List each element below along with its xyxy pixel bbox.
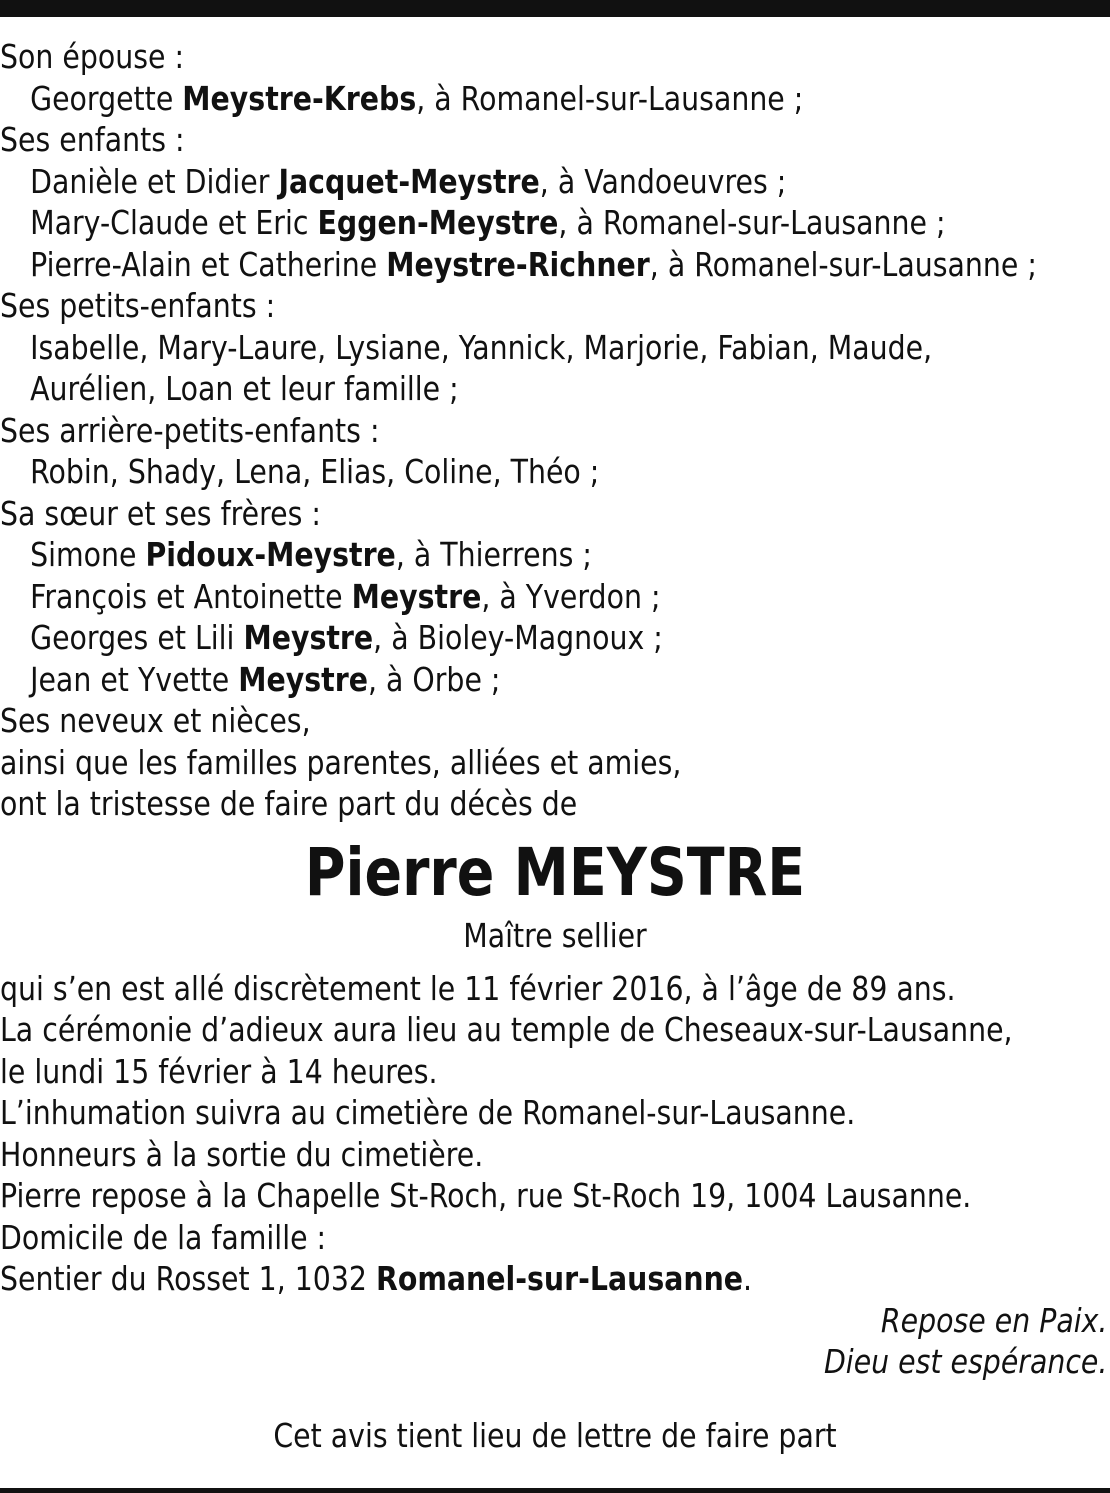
address-town: Romanel-sur-Lausanne: [375, 1259, 744, 1298]
child-surname: Jacquet-Meystre: [278, 161, 540, 201]
obituary-notice: [0, 36, 1110, 1456]
death-line: qui s’en est allé discrètement le 11 février 2016, à l’âge de 89 ans.: [0, 968, 956, 1008]
sibling-entry: François et Antoinette Meystre, à Yverdon ;: [30, 576, 661, 616]
closing-line-1: Repose en Paix.: [880, 1300, 1108, 1340]
closing-line-2: Dieu est espérance.: [823, 1342, 1108, 1381]
great-grandchildren-heading: Ses arrière-petits-enfants :: [0, 410, 380, 450]
top-rule: [0, 0, 1110, 17]
spouse-entry: Georgette Meystre-Krebs, à Romanel-sur-Lausanne ;: [30, 78, 804, 118]
sibling-surname: Meystre: [351, 576, 482, 616]
sibling-surname: Pidoux-Meystre: [145, 535, 396, 574]
siblings-heading: Sa sœur et ses frères :: [0, 493, 321, 533]
relatives-line: ainsi que les familles parentes, alliées et amies,: [0, 742, 682, 782]
child-entry: Pierre-Alain et Catherine Meystre-Richner, à Romanel-sur-Lausanne ;: [30, 244, 1037, 284]
sibling-entry: Simone Pidoux-Meystre, à Thierrens ;: [30, 535, 592, 574]
spouse-heading: Son épouse :: [0, 37, 185, 76]
child-surname: Meystre-Richner: [386, 244, 650, 284]
great-grandchildren-list: Robin, Shady, Lena, Elias, Coline, Théo ;: [30, 452, 600, 491]
grandchildren-list: Aurélien, Loan et leur famille ;: [30, 369, 459, 408]
sibling-surname: Meystre: [238, 659, 368, 699]
deceased-title: Maître sellier: [463, 915, 647, 955]
ceremony-date-line: le lundi 15 février à 14 heures.: [0, 1051, 438, 1091]
sibling-surname: Meystre: [243, 618, 374, 657]
grandchildren-heading: Ses petits-enfants :: [0, 286, 276, 325]
rest-location-line: Pierre repose à la Chapelle St-Roch, rue St-Roch 19, 1004 Lausanne.: [0, 1176, 972, 1215]
family-address: Sentier du Rosset 1, 1032 Romanel-sur-Lausanne.: [0, 1259, 753, 1298]
footer-note: Cet avis tient lieu de lettre de faire part: [273, 1415, 837, 1455]
children-heading: Ses enfants :: [0, 120, 185, 159]
child-entry: Danièle et Didier Jacquet-Meystre, à Vandoeuvres ;: [30, 161, 787, 201]
sibling-entry: Georges et Lili Meystre, à Bioley-Magnoux ;: [30, 618, 663, 657]
child-surname: Eggen-Meystre: [317, 203, 559, 242]
burial-line: L’inhumation suivra au cimetière de Romanel-sur-Lausanne.: [0, 1093, 856, 1132]
sibling-entry: Jean et Yvette Meystre, à Orbe ;: [30, 659, 501, 699]
domicile-heading: Domicile de la famille :: [0, 1217, 327, 1257]
announcement-line: ont la tristesse de faire part du décès de: [0, 784, 578, 823]
deceased-name: Pierre MEYSTRE: [304, 833, 806, 911]
nephews-line: Ses neveux et nièces,: [0, 701, 311, 740]
child-entry: Mary-Claude et Eric Eggen-Meystre, à Romanel-sur-Lausanne ;: [30, 203, 946, 242]
grandchildren-list: Isabelle, Mary-Laure, Lysiane, Yannick, Marjorie, Fabian, Maude,: [30, 327, 933, 367]
ceremony-line: La cérémonie d’adieux aura lieu au temple de Cheseaux-sur-Lausanne,: [0, 1010, 1013, 1049]
bottom-rule: [0, 1488, 1110, 1493]
honors-line: Honneurs à la sortie du cimetière.: [0, 1134, 484, 1174]
spouse-surname: Meystre-Krebs: [182, 78, 417, 118]
